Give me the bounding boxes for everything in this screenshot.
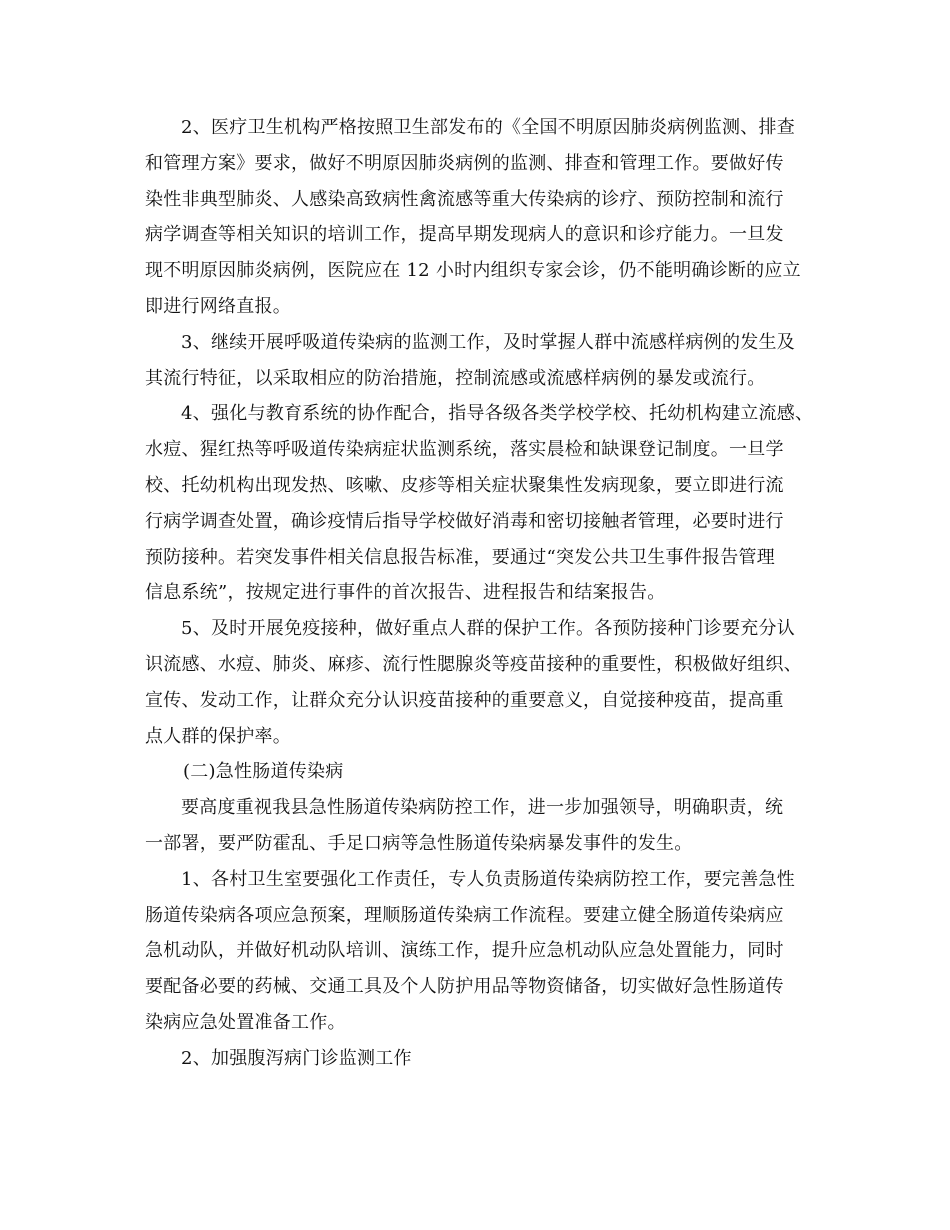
text-line: 染性非典型肺炎、人感染高致病性禽流感等重大传染病的诊疗、预防控制和流行 — [145, 188, 784, 210]
text-line: 染病应急处置准备工作。 — [145, 1011, 346, 1033]
text-line: 一部署，要严防霍乱、手足口病等急性肠道传染病暴发事件的发生。 — [145, 832, 693, 854]
paragraph-intestinal-item-2 — [145, 1041, 830, 1077]
text-line: 点人群的保护率。 — [145, 725, 291, 747]
text-line: 和管理方案》要求，做好不明原因肺炎病例的监测、排查和管理工作。要做好传 — [145, 152, 784, 174]
text-line: 即进行网络直报。 — [145, 295, 291, 317]
text-line: 识流感、水痘、肺炎、麻疹、流行性腮腺炎等疫苗接种的重要性，积极做好组织、 — [145, 653, 802, 675]
section-heading-intestinal — [145, 754, 830, 790]
text-line: 信息系统”，按规定进行事件的首次报告、进程报告和结案报告。 — [145, 582, 666, 604]
text-line: 行病学调查处置，确诊疫情后指导学校做好消毒和密切接触者管理，必要时进行 — [145, 510, 784, 532]
text-line: 急机动队，并做好机动队培训、演练工作，提升应急机动队应急处置能力，同时 — [145, 940, 784, 962]
text-line: 2、医疗卫生机构严格按照卫生部发布的《全国不明原因肺炎病例监测、排查 — [181, 117, 795, 138]
paragraph-item-2-pneumonia — [145, 110, 830, 325]
text-line: 4、强化与教育系统的协作配合，指导各级各类学校学校、托幼机构建立流感、 — [181, 403, 814, 425]
text-line: 现不明原因肺炎病例，医院应在 12 小时内组织专家会诊，仍不能明确诊断的应立 — [145, 260, 801, 282]
text-line: 1、各村卫生室要强化工作责任，专人负责肠道传染病防控工作，要完善急性 — [181, 868, 795, 890]
text-line: 2、加强腹泻病门诊监测工作 — [181, 1047, 412, 1069]
text-line: 3、继续开展呼吸道传染病的监测工作，及时掌握人群中流感样病例的发生及 — [181, 331, 795, 353]
text-line: 肠道传染病各项应急预案，理顺肠道传染病工作流程。要建立健全肠道传染病应 — [145, 904, 784, 926]
paragraph-intestinal-item-1 — [145, 862, 830, 1041]
paragraph-item-5-immunization — [145, 611, 830, 754]
text-line: 要高度重视我县急性肠道传染病防控工作，进一步加强领导，明确职责，统 — [181, 797, 784, 819]
text-line: 要配备必要的药械、交通工具及个人防护用品等物资储备，切实做好急性肠道传 — [145, 976, 784, 998]
text-line: 病学调查等相关知识的培训工作，提高早期发现病人的意识和诊疗能力。一旦发 — [145, 224, 784, 246]
paragraph-item-4-schools — [145, 396, 830, 611]
text-line: 宣传、发动工作，让群众充分认识疫苗接种的重要意义，自觉接种疫苗，提高重 — [145, 689, 784, 711]
document-page — [145, 110, 830, 1077]
text-line: 预防接种。若突发事件相关信息报告标准，要通过“突发公共卫生事件报告管理 — [145, 546, 775, 568]
text-line: 其流行特征，以采取相应的防治措施，控制流感或流感样病例的暴发或流行。 — [145, 367, 766, 389]
text-line: 5、及时开展免疫接种，做好重点人群的保护工作。各预防接种门诊要充分认 — [181, 618, 795, 640]
paragraph-intestinal-intro — [145, 790, 830, 862]
text-line: (二)急性肠道传染病 — [183, 761, 344, 783]
text-line: 校、托幼机构出现发热、咳嗽、皮疹等相关症状聚集性发病现象，要立即进行流 — [145, 474, 784, 496]
paragraph-item-3-respiratory — [145, 325, 830, 397]
text-line: 水痘、猩红热等呼吸道传染病症状监测系统，落实晨检和缺课登记制度。一旦学 — [145, 439, 784, 461]
